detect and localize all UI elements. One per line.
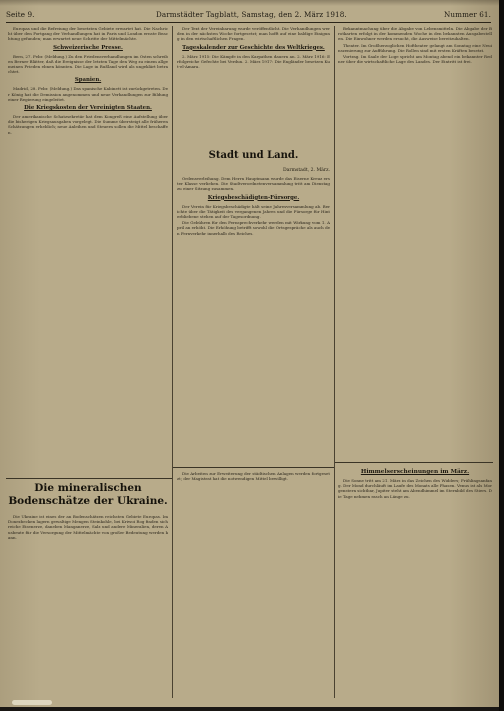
col1-heading-spain: Spanien.	[74, 77, 102, 84]
col2-heading-calendar: Tageskalender zur Geschichte des Weltkrieges.	[182, 44, 325, 51]
col1-para-swiss: Bern, 27. Febr. (Meldung.) Zu den Friedensverhandlungen im Osten schreiben Berner Blätter, daß die Ereignisse der letzten Tage den Weg zu einem allgemeinen Frieden ebnen könnten. Die Lage in Rußland wird als ungeklärt betrachtet.	[8, 53, 168, 75]
col1-heading-us: Die Kriegskosten der Vereinigten Staaten.	[24, 105, 152, 112]
col2-para2: 2. März 1915: Die Kämpfe in den Karpathen dauern an. 2. März 1916: Erfolgreiche Gefechte bei Verdun. 2. März 1917: Die Engländer besetzen Kut-el-Amara.	[177, 53, 330, 70]
issue-number: Nummer 61.	[444, 10, 491, 19]
col2-heading-fuersorge: Kriegsbeschädigten-Fürsorge.	[207, 194, 300, 201]
header-rule	[6, 22, 491, 23]
page-number: Seite 9.	[6, 10, 35, 19]
ukraine-title-text: Die mineralischen Bodenschätze der Ukraine.	[8, 482, 168, 507]
section-rule-right	[335, 462, 493, 463]
archive-sticker	[12, 700, 52, 705]
page-header	[6, 10, 491, 22]
column-2-lower	[177, 471, 330, 693]
section-rule-left	[6, 478, 172, 479]
scan-edge	[499, 0, 504, 711]
section-rule-middle	[173, 467, 334, 468]
column-1	[8, 26, 168, 474]
masthead: Darmstädter Tagblatt, Samstag, den 2. März 1918.	[156, 10, 347, 19]
col2-para6: Die Arbeiten zur Erweiterung der städtischen Anlagen werden fortgesetzt; der Magistrat hat die notwendigen Mittel bewilligt.	[177, 471, 330, 482]
col3-heading-himmel: Himmelserscheinungen im März.	[360, 469, 470, 475]
col1-intro: Europas und die Befreiung der besetzten Gebiete erwartet hat. Die Nachricht über den Fortgang der Verhandlungen hat in Paris und London ernste Beachtung gefunden; man erwartet neue Schritte der Mittelmächte.	[8, 26, 168, 42]
col3-para1: Bekanntmachung über die Abgabe von Lebensmitteln. Die Abgabe der Brotkarten erfolgt in der kommenden Woche in den bekannten Ausgabestellen. Die Einwohner werden ersucht, die Ausweise bereitzuhalten.	[338, 26, 492, 42]
column-3-lower	[338, 466, 492, 694]
col2-para5: Die Gebühren für den Fernsprechverkehr werden mit Wirkung vom 1. April an erhöht. Die Erhöhung betrifft sowohl die Ortsgespräche als auch den Fernverkehr innerhalb des Reiches.	[177, 220, 330, 236]
col3-para2: Theater. Im Großherzoglichen Hoftheater gelangt am Sonntag eine Neuinszenierung zur Aufführung. Die Rollen sind mit ersten Kräften besetzt.	[338, 42, 492, 53]
column-rule-1	[172, 26, 173, 698]
col2-para4: Der Verein für Kriegsbeschädigte hält seine Jahresversammlung ab. Berichte über die Tätigkeit des vergangenen Jahres und die Fürsorge für Hinterbliebene stehen auf der Tagesordnung.	[177, 203, 330, 220]
ukraine-title	[8, 482, 168, 508]
col3-para4: Die Sonne tritt am 21. März in das Zeichen des Widders; Frühlingsanfang. Der Mond durchläuft im Laufe des Monats alle Phasen. Venus ist als Morgenstern sichtbar, Jupiter steht am Abendhimmel im Sternbild des Stiers. Die Tage nehmen rasch an Länge zu.	[338, 478, 492, 499]
stadt-und-land-title	[177, 150, 330, 162]
column-2-middle	[177, 166, 330, 462]
column-1-lower	[8, 514, 168, 694]
column-2-top	[177, 26, 330, 146]
column-3	[338, 26, 492, 458]
page-shadow	[0, 0, 499, 6]
col2-dateline: Darmstadt, 2. März.	[283, 168, 330, 173]
stadt-und-land-text: Stadt und Land.	[208, 150, 299, 161]
col1-heading-swiss: Schweizerische Presse.	[53, 44, 123, 51]
col1-para-ukraine: Die Ukraine ist eines der an Bodenschätzen reichsten Gebiete Europas. Im Donezbecken lagern gewaltige Mengen Steinkohle, bei Kriwoi Rog finden sich reiche Eisenerze, daneben Manganerze, Salz und andere Mineralien, deren Ausbeute für die Versorgung der Mittelmächte von großer Bedeutung werden kann.	[8, 514, 168, 540]
col2-para3: Ordensverleihung. Dem Herrn Hauptmann wurde das Eiserne Kreuz erster Klasse verliehen. Die Stadtverordnetenversammlung tritt am Dienstag zu einer Sitzung zusammen.	[177, 176, 330, 192]
col1-para-spain: Madrid, 28. Febr. (Meldung.) Das spanische Kabinett ist zurückgetreten. Der König hat die Demission angenommen und neue Verhandlungen zur Bildung einer Regierung eingeleitet.	[8, 86, 168, 102]
col3-para3: Vortrag. Im Saale der Loge spricht am Montag abend ein bekannter Redner über die wirtschaftliche Lage des Landes. Der Eintritt ist frei.	[338, 54, 492, 65]
col2-para1: Der Text der Vereinbarung wurde veröffentlicht. Die Verhandlungen werden in der nächsten Woche fortgesetzt; man hofft auf eine baldige Einigung in den wirtschaftlichen Fragen.	[177, 26, 330, 42]
column-rule-2	[334, 26, 335, 698]
col1-para-us: Der amerikanische Schatzsekretär hat dem Kongreß eine Aufstellung über die bisherigen Kriegsausgaben vorgelegt. Die Summe übersteigt alle früheren Schätzungen erheblich; neue Anleihen und Steuern sollen die Mittel beschaffen.	[8, 114, 168, 135]
